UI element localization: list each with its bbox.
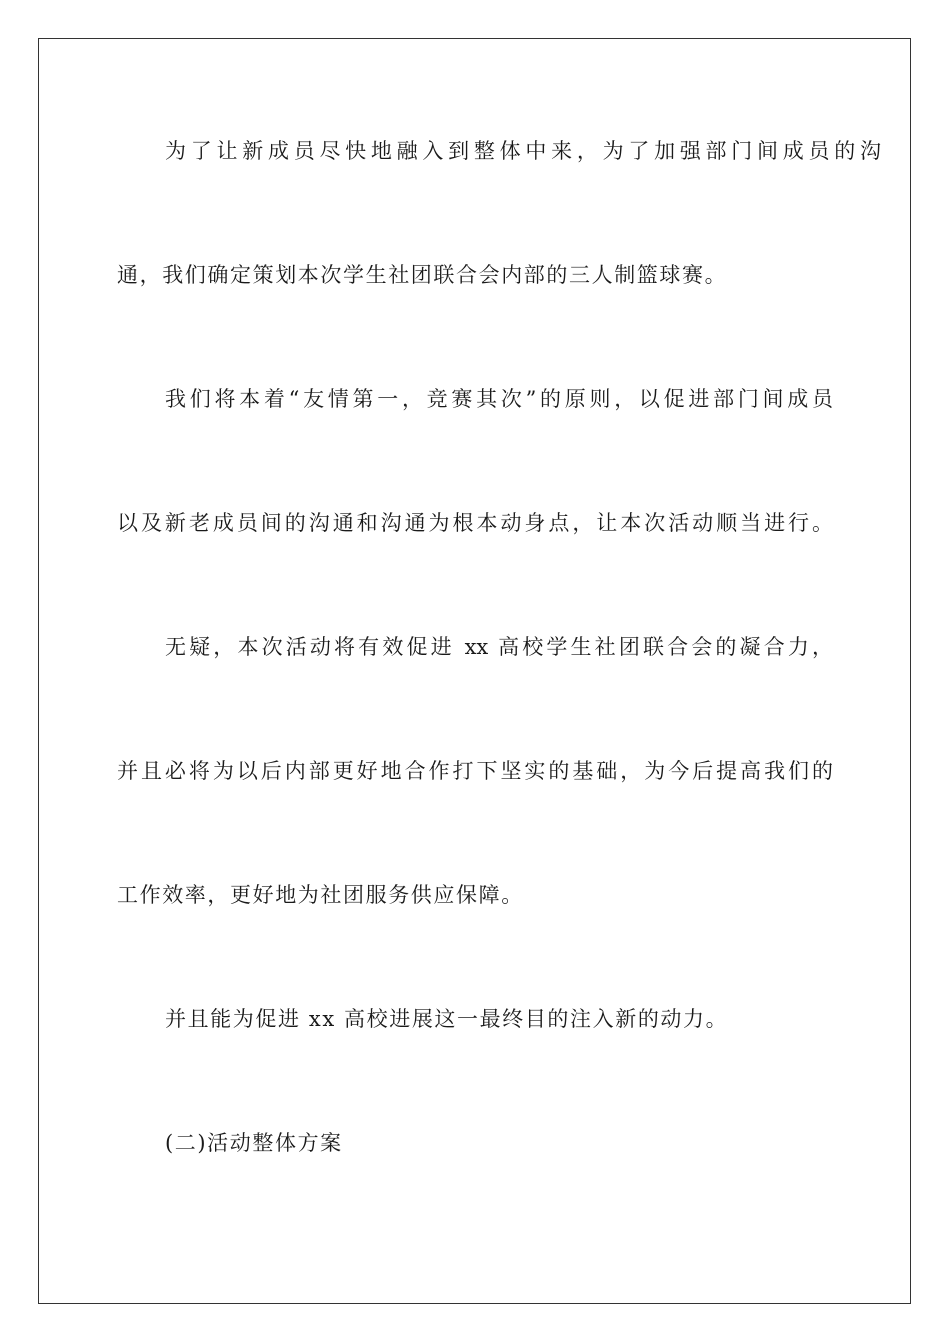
page-border <box>38 38 911 1304</box>
paragraph-2-line-1: 我们将本着“友情第一，竞赛其次”的原则，以促进部门间成员 <box>165 387 833 411</box>
paragraph-2-line-2: 以及新老成员间的沟通和沟通为根本动身点，让本次活动顺当进行。 <box>117 511 833 535</box>
paragraph-3-line-3: 工作效率，更好地为社团服务供应保障。 <box>117 883 524 907</box>
paragraph-1-line-1: 为了让新成员尽快地融入到整体中来，为了加强部门间成员的沟 <box>165 139 881 163</box>
paragraph-4-line-1: 并且能为促进 xx 高校进展这一最终目的注入新的动力。 <box>165 1007 729 1031</box>
paragraph-3-line-2: 并且必将为以后内部更好地合作打下坚实的基础，为今后提高我们的 <box>117 759 833 783</box>
paragraph-1-line-2: 通，我们确定策划本次学生社团联合会内部的三人制篮球赛。 <box>117 263 728 287</box>
section-heading: (二)活动整体方案 <box>165 1131 343 1155</box>
paragraph-3-line-1: 无疑，本次活动将有效促进 xx 高校学生社团联合会的凝合力， <box>165 635 833 659</box>
